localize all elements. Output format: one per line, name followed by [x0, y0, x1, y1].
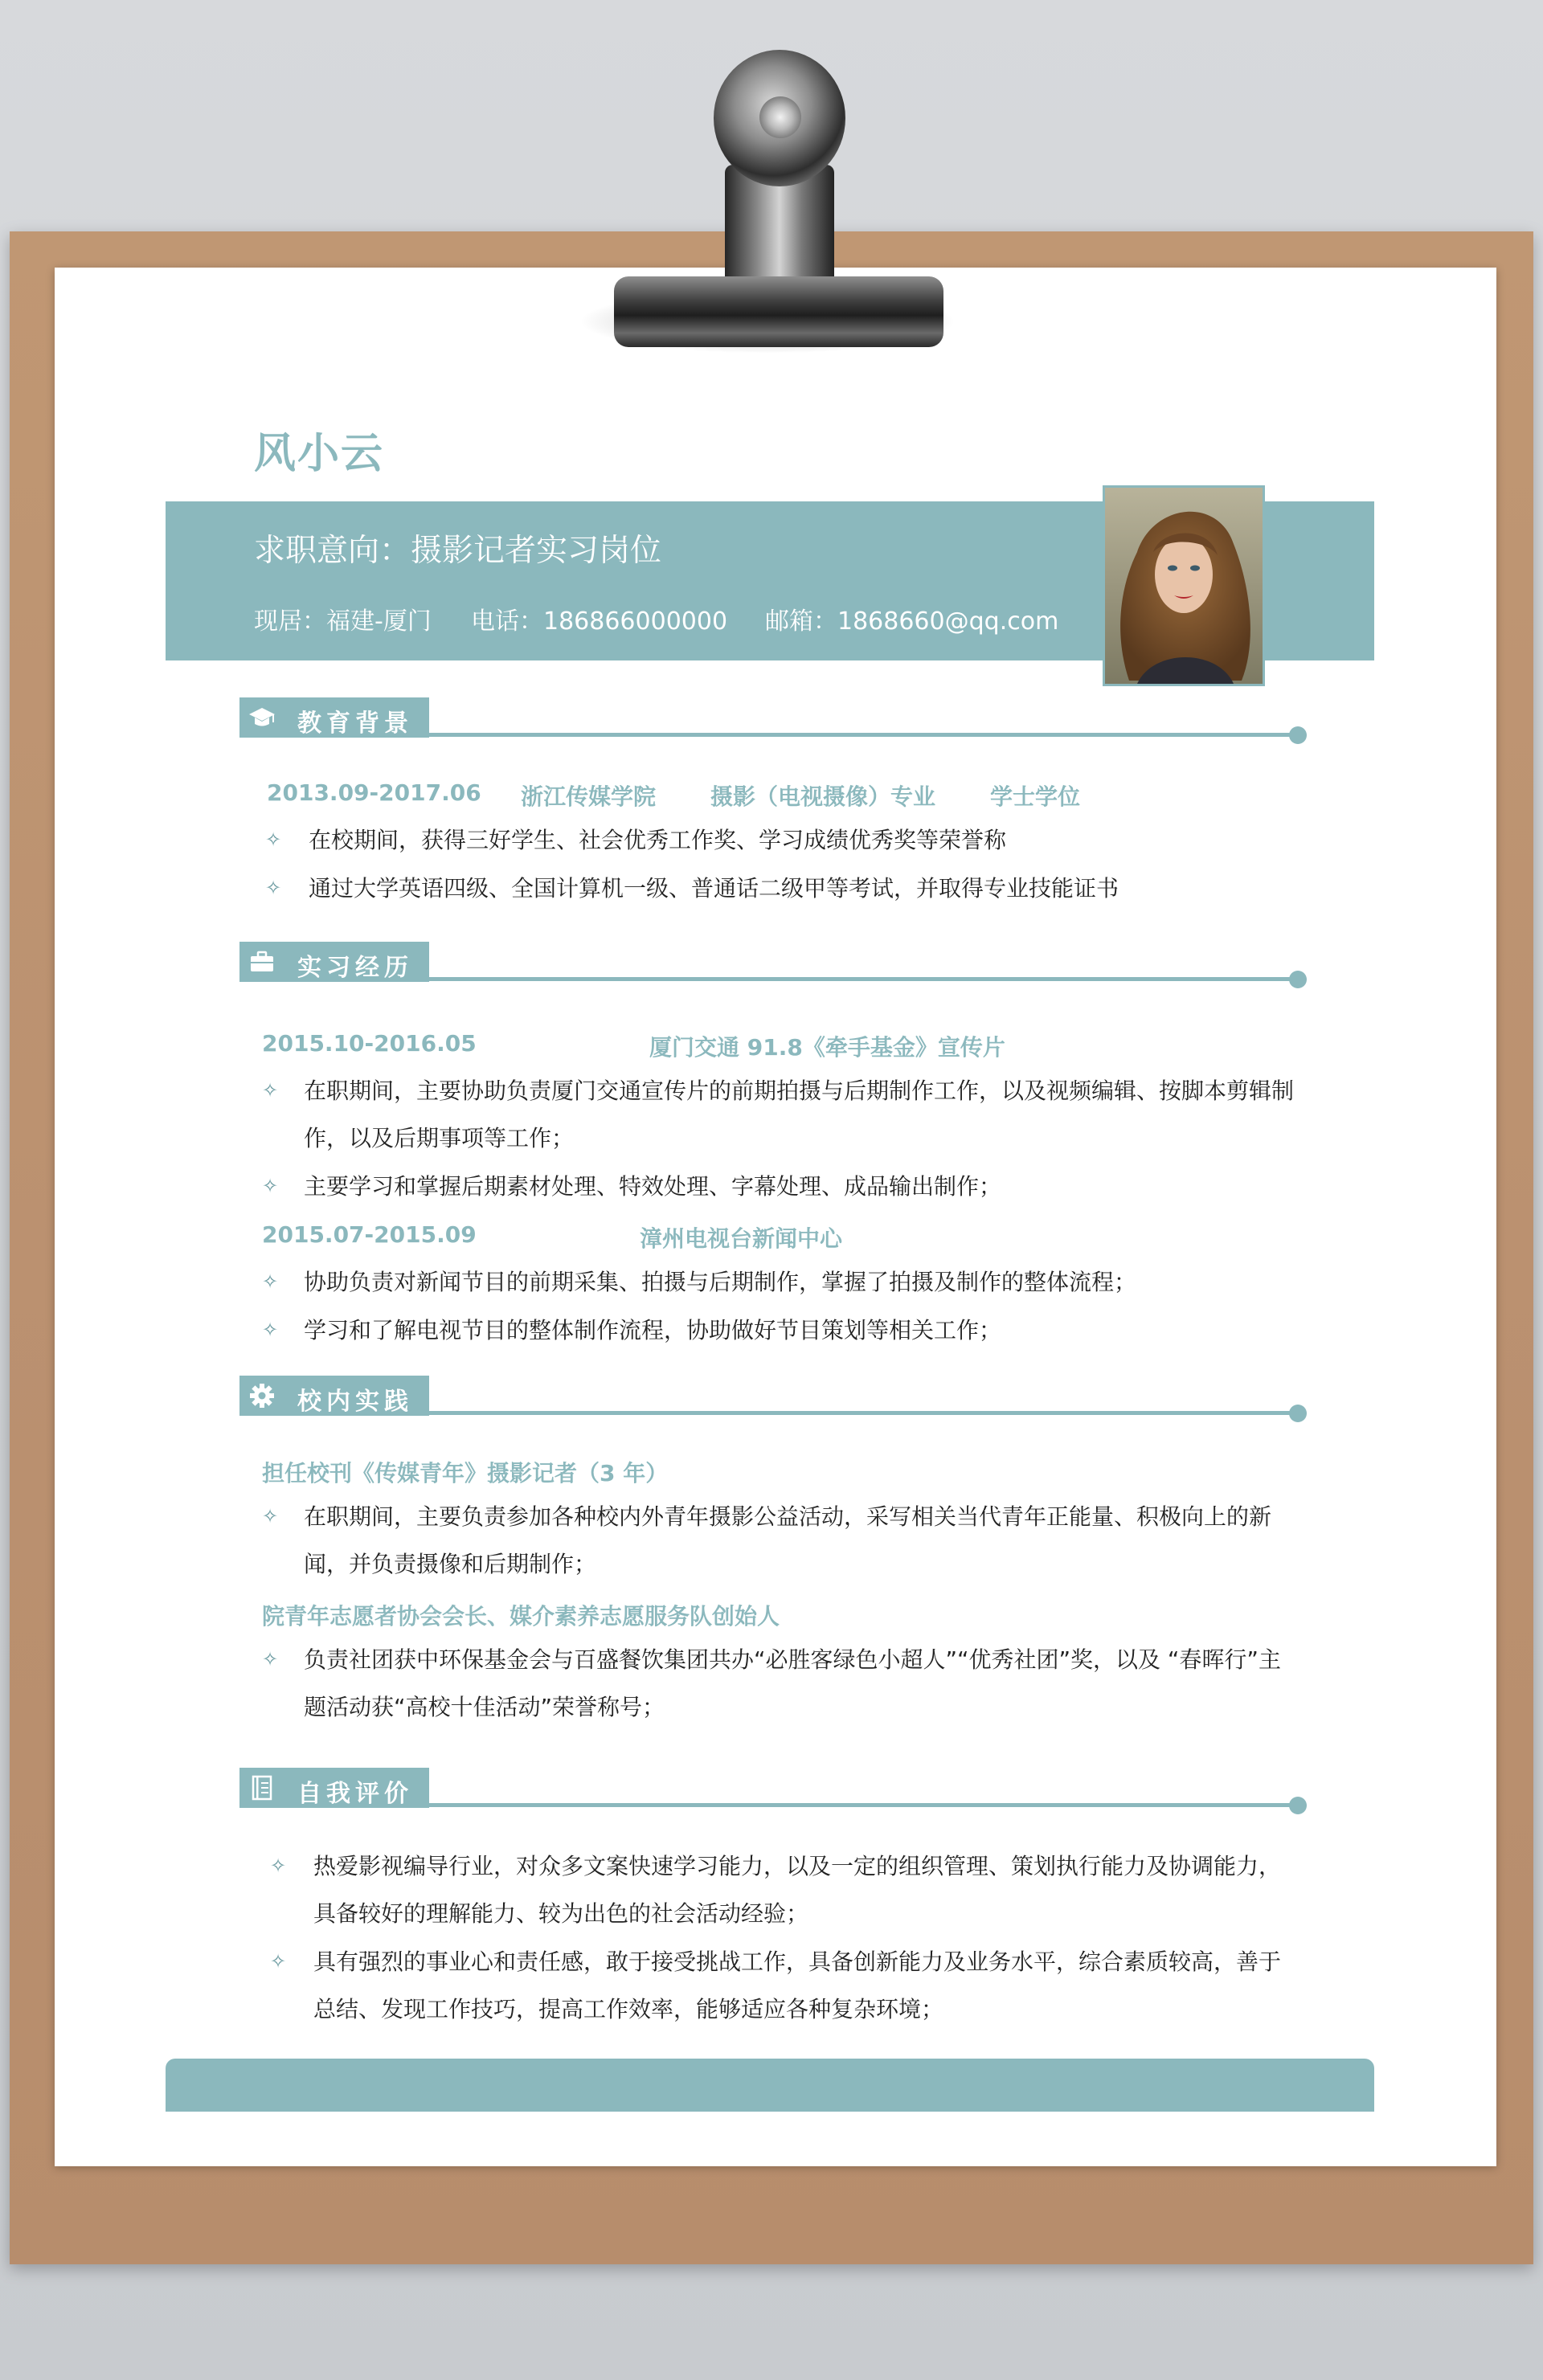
campus-bullet: 在职期间，主要负责参加各种校内外青年摄影公益活动，采写相关当代青年正能量、积极向上的新闻，并负责摄像和后期制作；: [304, 1503, 1272, 1577]
bullet-icon: ✧: [262, 1270, 279, 1293]
gear-icon: [248, 1381, 276, 1410]
edu-period: 2013.09-2017.06: [267, 779, 481, 806]
section-divider-dot: [1289, 726, 1307, 744]
bullet-icon: ✧: [265, 877, 282, 899]
edu-school: 浙江传媒学院: [521, 783, 657, 810]
section-divider-dot: [1289, 971, 1307, 988]
job-org: 厦门交通 91.8《牵手基金》宣传片: [649, 1034, 1005, 1061]
portrait-photo: [1103, 485, 1265, 686]
edu-bullet: 在校期间，获得三好学生、社会优秀工作奖、学习成绩优秀奖等荣誉称: [309, 827, 1007, 853]
section-education: [239, 697, 1308, 738]
bullet-icon: ✧: [262, 1505, 279, 1527]
section-title: 自我评价: [297, 1780, 413, 1808]
section-divider-dot: [1289, 1797, 1307, 1814]
campus-role: 院青年志愿者协会会长、媒介素养志愿服务队创始人: [262, 1603, 780, 1630]
section-divider: [429, 1803, 1295, 1807]
notebook-icon: [248, 1773, 276, 1802]
footer-bar: [166, 2059, 1374, 2112]
section-title: 校内实践: [297, 1388, 413, 1416]
binder-clip-hole: [759, 96, 801, 138]
job-bullet: 在职期间，主要协助负责厦门交通宣传片的前期拍摄与后期制作工作，以及视频编辑、按脚本剪辑制作，以及后期事项等工作；: [304, 1078, 1295, 1151]
job-bullet: 主要学习和掌握后期素材处理、特效处理、字幕处理、成品输出制作；: [304, 1173, 1002, 1200]
section-divider: [429, 733, 1295, 737]
portrait-illustration: [1105, 488, 1263, 684]
section-campus: [239, 1376, 1308, 1416]
bullet-icon: ✧: [270, 1950, 287, 1973]
section-divider: [429, 1411, 1295, 1415]
edu-bullet: 通过大学英语四级、全国计算机一级、普通话二级甲等考试，并取得专业技能证书: [309, 875, 1119, 902]
bullet-icon: ✧: [265, 828, 282, 851]
job-bullet: 学习和了解电视节目的整体制作流程，协助做好节目策划等相关工作；: [304, 1317, 1002, 1343]
location-text: 现居：福建-厦门: [254, 607, 432, 636]
self-bullet: 具有强烈的事业心和责任感，敢于接受挑战工作，具备创新能力及业务水平，综合素质较高，善于总结、发现工作技巧，提高工作效率，能够适应各种复杂环境；: [313, 1949, 1282, 2022]
bullet-icon: ✧: [270, 1855, 287, 1877]
edu-major: 摄影（电视摄像）专业: [710, 783, 936, 810]
binder-clip-base: [614, 276, 943, 347]
section-title: 教育背景: [297, 710, 413, 738]
email-text: 邮箱：1868660@qq.com: [765, 607, 1059, 636]
bullet-icon: ✧: [262, 1319, 279, 1341]
section-title: 实习经历: [297, 954, 413, 982]
graduation-cap-icon: [248, 703, 276, 732]
bullet-icon: ✧: [262, 1175, 279, 1197]
briefcase-icon: [248, 947, 276, 976]
bullet-icon: ✧: [262, 1079, 279, 1102]
self-bullet: 热爱影视编导行业，对众多文案快速学习能力，以及一定的组织管理、策划执行能力及协调能力，具备较好的理解能力、较为出色的社会活动经验；: [313, 1853, 1282, 1927]
section-divider-dot: [1289, 1405, 1307, 1422]
candidate-name: 风小云: [254, 430, 385, 478]
section-self-evaluation: [239, 1768, 1308, 1808]
campus-bullet: 负责社团获中环保基金会与百盛餐饮集团共办“必胜客绿色小超人”“优秀社团”奖，以及 “春晖行”主题活动获“高校十佳活动”荣誉称号；: [304, 1646, 1281, 1720]
phone-text: 电话：186866000000: [471, 607, 728, 636]
job-org: 漳州电视台新闻中心: [640, 1225, 843, 1252]
bullet-icon: ✧: [262, 1648, 279, 1670]
job-bullet: 协助负责对新闻节目的前期采集、拍摄与后期制作，掌握了拍摄及制作的整体流程；: [304, 1269, 1137, 1295]
section-divider: [429, 977, 1295, 981]
section-internship: [239, 942, 1308, 982]
job-period: 2015.07-2015.09: [262, 1221, 477, 1248]
job-period: 2015.10-2016.05: [262, 1030, 477, 1057]
edu-degree: 学士学位: [990, 783, 1081, 810]
job-intent: 求职意向：摄影记者实习岗位: [254, 533, 662, 569]
campus-role: 担任校刊《传媒青年》摄影记者（3 年）: [262, 1460, 669, 1486]
